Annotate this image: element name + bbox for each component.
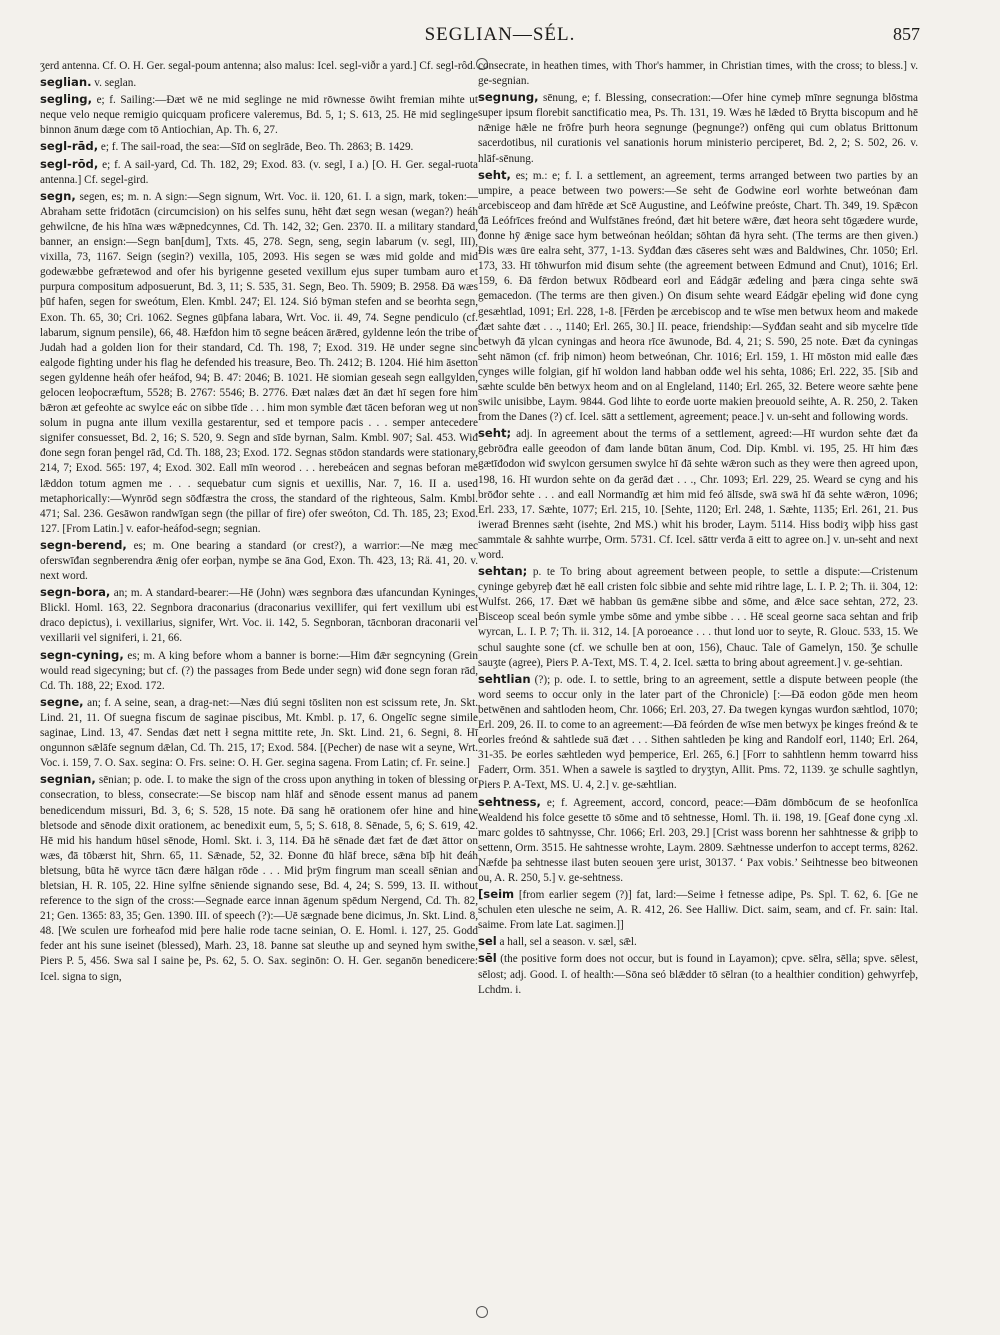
entry-text: (the positive form does not occur, but is found in Layamon); cpve. sēlra, sēlla; spve. sēlest, sēlost; adj. Good. I. of health:—Sōna seó blǣdder tō sēlran (to a healthier condition) gehwyrfeþ, Lchdm. i.: [478, 953, 918, 996]
entry-headword: segn-cyning,: [40, 647, 124, 662]
dictionary-entry: [478, 934, 918, 950]
entry-headword: sel: [478, 934, 497, 949]
entry-headword: sehtan;: [478, 564, 528, 579]
dictionary-entry: [478, 672, 918, 794]
entry-text: es; m. A king before whom a banner is borne:—Him đǣr segncyning (Grein would read sigecyning; but cf. (?) the passages from Bede under segn) wiđ đone segn foran rād, Cd. Th. 188, 22; Exod. 172.: [40, 649, 478, 692]
entry-text: e; f. Sailing:—Ðæt wē ne mid seglinge ne mid rōwnesse ōwiht fremian mihte ut neque velo neque remigio quicquam proficere valeremus, Bd. 5, 1; S. 613, 25. Hē mid seglinge binnon ānum dæge com tō Antiochian, Ap. Th. 6, 27.: [40, 94, 478, 137]
entry-text: v. seglan.: [91, 77, 137, 90]
dictionary-entry: [478, 426, 918, 563]
page-number: 857: [893, 24, 920, 44]
entry-text: (?); p. ode. I. to settle, bring to an agreement, settle a dispute between people (the word seems to occur only in the later part of the Chronicle) [:—Đā eodon gōde men heom betwēnen and sahtloden heom, Chr. 1066; Erl. 203, 27. Đa twegen kyngas wurđon sæhtlod, 1070; Erl. 209, 26. II. to come to an agreement:—Đā feórden đe wīse men betwyx þe kinges freónd & te eorles freónd & sahtlede suā đæt . . . Sithen sahtleden þe king and Randolf eorl, 1140; Erl. 264, 31-35. Þe eorles sæhtleden wyd þemperice, Erl. 265, 6.] [Forr to sahhtlenn hemm towarrd hiss Faderr, Orm. 351. When a sawele is saʒtled to dryʒtyn, Allit. Pms. 72, 1139. ʒe schulle saghtlyn, Piers P. A-Text, MS. U. 4, 2.] v. ge-sæhtlian.: [478, 673, 918, 792]
dictionary-entry: [40, 772, 478, 984]
entry-headword: segn-berend,: [40, 537, 127, 552]
dictionary-entry: [478, 795, 918, 887]
dictionary-entry: [478, 951, 918, 997]
entry-text: p. te To bring about agreement between people, to settle a dispute:—Cristenum cyninge gebyreþ đæt hē eall cristen folc sibbie and sehte mid rihtre lage, L. I. P. 2; Th. ii. 304, 12: Wulfst. 266, 17. Đæt wē habban ūs gemǣne sibbe and sōme, and ǣlce sace sehtan, 272, 23. Bisceop sceal beón symle ymbe sōme and ymbe sibbe . . . Hē sceal georne saca sehtan and friþ wyrcan, L. I. P. 7; Th. ii. 312, 14. [A poroeance . . . thut lond uor to seyte, R. Glouc. 533, 15. We schul saughte sone (cf. we schulle ben at oon, 156), Chauc. Tale of Gamelyn, 150. Ʒe schulle sauʒte (agree), Piers P. A-Text, MS. T. 4, 2. Icel. sætta to bring about agreement.] v. ge-sehtian.: [478, 566, 918, 669]
entry-text: adj. In agreement about the terms of a settlement, agreed:—Hī wurdon sehte đæt đa gebrōđra ealle geeodon of đam lande būtan ānum, Cod. Dip. Kmbl. vi. 195, 25. Hī him đæs gætīđodon wiđ swylcon gersumen swylce hī đā sehte wǣron such as they were then agreed upon, 198, 16. Hī wurdon sehte on đa gerād đæt . . ., Chr. 1093; Erl. 229, 25. Weard se cyng and his brōđor sehte . . . and eall Normandīg æt him mid feó ālīsde, swā swā hī đā sehte wǣron, 1096; Erl. 233, 17. Sæhte, 1077; Erl. 215, 10. [Sehte, 1120; Erl. 248, 1. Sæhte, 1135; Erl. 261, 21. Þus iwerađ Brennes sæht (isehte, 2nd MS.) whit his broder, Laym. 5114. Hiss bodiʒ wiþþ hiss gast sammtale & sahhte wurrþe, Orm. 5731. Cf. Icel. sāttr verđa ā eitt to agree on.] v. un-seht and next word.: [478, 428, 918, 561]
entry-text: es; m. One bearing a standard (or crest?), a warrior:—Ne mæg mec oferswīđan segnberendra ǣnig ofer eorþan, nymþe se āna God, Exon. Th. 423, 13; Rä. 41, 20. v. next word.: [40, 539, 478, 583]
entry-text: sēnung, e; f. Blessing, consecration:—Ofer hine cymeþ mīnre segnunga blōstma super ipsum florebit sanctificatio mea, Ps. Th. 131, 19. Wæs hē lǣded tō Brytta biscopum and hē nǣnige hǣle ne frōfre þurh heora segnunge (þegnunge?) onfēng qui cum oblatus Brittonum sacerdotibus, nil curationis vel sanationis horum ministerio perciperet, Bd. 2, 2; S. 502, 26. v. hlāf-sēnung.: [478, 92, 918, 165]
entry-headword: segn-bora,: [40, 585, 111, 600]
entry-text: ʒerd antenna. Cf. O. H. Ger. segal-poum antenna; also malus: Icel. segl-viðr a yard.] Cf. segl-rôd.: [40, 60, 476, 72]
entry-headword: segne,: [40, 694, 84, 709]
page-header: [0, 22, 1000, 48]
dictionary-entry: [40, 92, 478, 138]
entry-headword: seht;: [478, 426, 512, 441]
dictionary-entry: [40, 75, 478, 91]
entry-headword: segnung,: [478, 90, 539, 105]
dictionary-entry: [40, 189, 478, 537]
left-column: [40, 58, 478, 986]
right-column: [478, 58, 918, 999]
entry-headword: segling,: [40, 92, 92, 107]
entry-headword: seglian.: [40, 75, 92, 90]
dictionary-entry: [478, 887, 918, 933]
dictionary-entry: [40, 585, 478, 646]
running-head: SEGLIAN—SÉL.: [424, 24, 576, 45]
entry-text: sēnian; p. ode. I. to make the sign of the cross upon anything in token of blessing or consecration, to bless, consecrate:—Se biscop nam hlāf and sēnode essent manus ad panem benedicendum missuri, Bd. 3, 6; S. 528, 15 note. Đā sang hē orationem ofer hine and hine bletsode and sēnode dixit orationem, ac benedixit eum, 5, 5; S. 618, 8. Sēnade, 5, 6; S. 619, 42. Hē mid his handum hūsel sēnode, Homl. Skt. i. 3, 114. Đā hē sēnade đæt fæt đe đæt āttor on wæs, đā tōbærst hit, Shrn. 65, 11. Sǣnade, 52, 32. Đonne đū hlāf brece, sǣna bīþ hit đeáh bletsung, būta hē wyrce tācn đære hālgan rōde . . . Mid þrȳm fingrum man sceall sēnian and bletsian, H. R. 105, 22. Hine sylfne sēniende signando sese, Bd. 4, 24; S. 599, 13. II. without reference to the sign of the cross:—Segnade earce innan āgenum spēdum Nergend, Cd. Th. 82, 21; Gen. 1365: 83, 35; Gen. 1390. III. of speech (?):—Uē sægnade bene dicimus, Jn. Skt. Lind. 8, 48. [We sculen ure forheafod mid þere halie rode tacne seinian, O. E. Homl. i. 127, 25. Godd feder ant his sune iseinet (blessed), Marh. 23, 18. Þanne sat sleuthe up and seyned hym swithe, Piers P. 5, 456. Swa sal I saine þe, Ps. 62, 5. O. Sax. seginōn: O. H. Ger. seganōn benedicere: Icel. signa to sign,: [40, 774, 478, 983]
entry-headword: segl-rōd,: [40, 156, 99, 171]
entry-headword: segn,: [40, 188, 76, 203]
entry-text: es; m.: e; f. I. a settlement, an agreement, terms arranged between two parties by an umpire, a peace between two powers:—Se seht đe Godwine eorl worhte betweónan đam arcebisceop and đam hīrēde æt Scē Augustine, and Leófwine preóste, Chart. Th. 349, 19. Spǣcon đā Leófrīces freónd and Wulfstānes freónd, đæt hit betere wǣre, đæt heora seht tōgædere wurde, đonne hȳ ǣnige sace hym betweónan heóldan; sōhtan đā hyra seht. (The terms are then given.) Đis wæs ūre ealra seht, 377, 1-13. Syđđan đæs cāseres seht wæs and Baldwines, Chr. 1050; Erl. 173, 33. Hī tōhwurfon mid đisum sehte (the agreement between Edmund and Cnut), 1016; Erl. 159, 6. Đā fērdon betwux Rōdbeard eorl and Eádgār æđeling and þæra cinga sehte swā gemacedon. (The terms are then given.) On đisum sehte weard Eádgār eþeling wiđ đone cyng gesæhtlad, 1091; Erl. 228, 1-8. [Fērden þe ærcebiscop and te wīse men betwux heom and makede đæt sahte đæt . . ., 1140; Erl. 265, 30.] II. peace, friendship:—Syđđan seaht and sib mycelre tīde betwyh đā ylcan cyningas and heora rīce āwunode, Bd. 4, 21; S. 590, 25 note. Đæt đa cyningas seht nāmon (cf. friþ nimon) heom betweónan, Chr. 1016; Erl. 159, 1. Hī mōston mid ealle đæs cynges wille folgian, gif hī woldon land habban odđe wel his sehta, 1086; Erl. 222, 35. [Sib and sæhte sculde bēn betwyx heom and on al Engleland, 1140; Erl. 265, 32. Betere weore sæhte þene swilc unisibbe, Laym. 9844. God lihte to eorđe uorte makien þreouold seihte, A. R. 250, 2. Taken from the Danes (?) cf. Icel. sātt a settlement, agreement; peace.] v. un-seht and following words.: [478, 169, 918, 424]
entry-text: e; f. Agreement, accord, concord, peace:—Đām dōmbōcum đe se heofonlīca Wealdend his folce gesette tō sōme and tō sehtnesse, Homl. Th. ii. 198, 19. [Geaf đone cyng .xl. marc goldes tō sahtnysse, Chr. 1066; Erl. 203, 29.] [Crist wass borenn her sahhtnesse & griþþ to settenn, Orm. 3515. He sahtnesse wrohte, Laym. 2809. Sæhtnesse underfon to accept terms, 8262. Næfde þa sehtnesse ilast buten seouen ʒere urist, 30137. ‘ Pax vobis.’ Seihtnesse beo bitweonen ou, A. R. 250, 5.] v. ge-sehtness.: [478, 796, 918, 884]
entry-headword: seht,: [478, 167, 511, 182]
entry-headword: segnian,: [40, 772, 96, 787]
entry-text: consecrate, in heathen times, with Thor's hammer, in Christian times, with the cross; to bless.] v. ge-segnian.: [478, 60, 918, 88]
gutter-ornament-bottom: [476, 1306, 488, 1318]
entry-headword: sehtness,: [478, 794, 541, 809]
dictionary-entry: [40, 648, 478, 694]
dictionary-entry: [478, 90, 918, 166]
dictionary-entry: [40, 139, 478, 155]
dictionary-entry: [478, 58, 918, 89]
entry-text: segen, es; m. n. A sign:—Segn signum, Wrt. Voc. ii. 120, 61. I. a sign, mark, token:—Abraham sette friđotācn (circumcision) on his selfes sunu, hēht đæt segn wesan (wegan?) heáh gehwilcne, đe his hīna wæs wǣpnedcynnes, Cd. Th. 142, 32; Gen. 2370. II. a military standard, banner, an ensign:—Segn ban[dum], Txts. 45, 278. Segn, seng, segin labarum (v. segl, III), vixilla, 73, 1167. Seign (segin?) vexilla, 105, 2093. His segen se wæs mid golde and mid godewæbbe gefrætewod and ofer his byrigenne geseted vexillum ejus super tumbam auro et purpura compositum adposuerunt, Bd. 3, 11; S. 535, 31. Segn, Beo. Th. 5909; B. 2958. Đā wæs þūf hafen, segen for sweótum, Elen. Kmbl. 247; El. 124. Sió bȳman stefen and se beorhta segn, Exon. Th. 65, 30; Cri. 1062. Segnes gūþfana labara, Wrt. Voc. ii. 49, 74. Segne pendiculo (cf. labarum, signum pensile), 66, 48. Hæfdon him tō segne beácen ārǣred, gyldenne león the tribe of Judah had a golden lion for their standard, Cd. Th. 198, 7; Exod. 319. Hē under segne sinc ealgode fighting under his flag he defended his treasure, Beo. Th. 2412; B. 1204. Hié him āsetton segen gyldenne heáh ofer heáfod, 94; B. 47: 2046; B. 1021. Hē siomian geseah segn eallgylden, gelocen leoþocræftum, 5528; B. 2767: 5546; B. 2776. Đæt nalæs đæt ān đæt hī segen fore him bǣron æt gefeohte ac swylce eác on sibbe tīde . . . him mon symble đæt tācen beforan weg ut non solum in pugna ante illum vexilla gestarentur, sed et tempore pacis . . . semper antecedere signifer consuesset, Bd. 2, 16; S. 520, 9. Segn and sīde byrnan, Salm. Kmbl. 907; Sal. 453. Wiđ đone segn foran þengel rād, Cd. Th. 188, 23; Exod. 172. Segnas stōdon standards were stationary, 214, 7; Exod. 565: 197, 4; Exod. 302. Eall mīn weorod . . . herebeácen and segnas beforan mē lǣddon totum agmen me . . . sequebatur cum signis et uexillis, Nar. 7, 16. II a. used metaphorically:—Wynrōd segn sōđfæstra the cross, the standard of the righteous, Salm. Kmbl. 471; Sal. 236. Gesāwon randwīgan segn (the pillar of fire) ofer sweóton, Cd. Th. 185, 23; Exod. 127. [From Latin.] v. eafor-heáfod-segn; segnian.: [40, 190, 478, 535]
entry-text: e; f. The sail-road, the sea:—Sīđ on seglrāde, Beo. Th. 2863; B. 1429.: [98, 141, 414, 154]
entry-headword: sehtlian: [478, 671, 531, 686]
dictionary-entry: [478, 168, 918, 426]
entry-text: a hall, sel a season. v. sæl, sǣl.: [496, 936, 637, 949]
dictionary-entry: [478, 564, 918, 671]
entry-headword: segl-rād,: [40, 139, 99, 154]
entry-headword: [seim: [478, 887, 515, 902]
dictionary-entry: [40, 538, 478, 584]
entry-text: [from earlier segem (?)] fat, lard:—Seime ł fetnesse adipe, Ps. Spl. T. 62, 6. [Ge ne schulen eten ulesche ne seim, A. R. 412, 26. See Halliw. Dict. saim, seam, and cf. Fr. sain: Ital. saime. From late Lat. sagimen.]]: [478, 889, 918, 932]
entry-text: an; m. A standard-bearer:—Hē (John) wæs segnbora đæs ufancundan Kyninges, Blickl. Homl. 163, 22. Segnbora draconarius (draconarius vexillifer, qui fert vexillum ubi est draco depictus), i. vexillarius, signifer, Wrt. Voc. ii. 142, 5. Segnboran, tācnboran draconarii vel vexillarii vel signiferi, i. 21, 66.: [40, 587, 478, 645]
dictionary-entry: [40, 157, 478, 188]
dictionary-entry: [40, 695, 478, 771]
entry-text: e; f. A sail-yard, Cd. Th. 182, 29; Exod. 83. (v. segl, I a.) [O. H. Ger. segal-ruota antenna.] Cf. segel-gird.: [40, 158, 478, 186]
dictionary-entry: [40, 58, 478, 74]
entry-text: an; f. A seine, sean, a drag-net:—Næs điú segni tōsliten non est scissum rete, Jn. Skt. Lind. 21, 11. Of suegna fiscum de saginae piscibus, Mt. Kmbl. p. 17, 6. Ongelīc segne simile saginae, Lind. 13, 47. Sendas đæt nett ł segna mittite rete, Jn. Skt. Lind. 21, 6. Segni, 8. Hī ongunnon sǣlāfe segnum dǣlan, Cd. Th. 215, 17; Exod. 584. [(Pecher) de nase wit a seyne, Wrt. Voc. i. 159, 7. O. Sax. segina: O. Frs. seine: O. H. Ger. segina sagena. From Latin; cf. Fr. seine.]: [40, 696, 478, 770]
entry-headword: sēl: [478, 951, 497, 966]
